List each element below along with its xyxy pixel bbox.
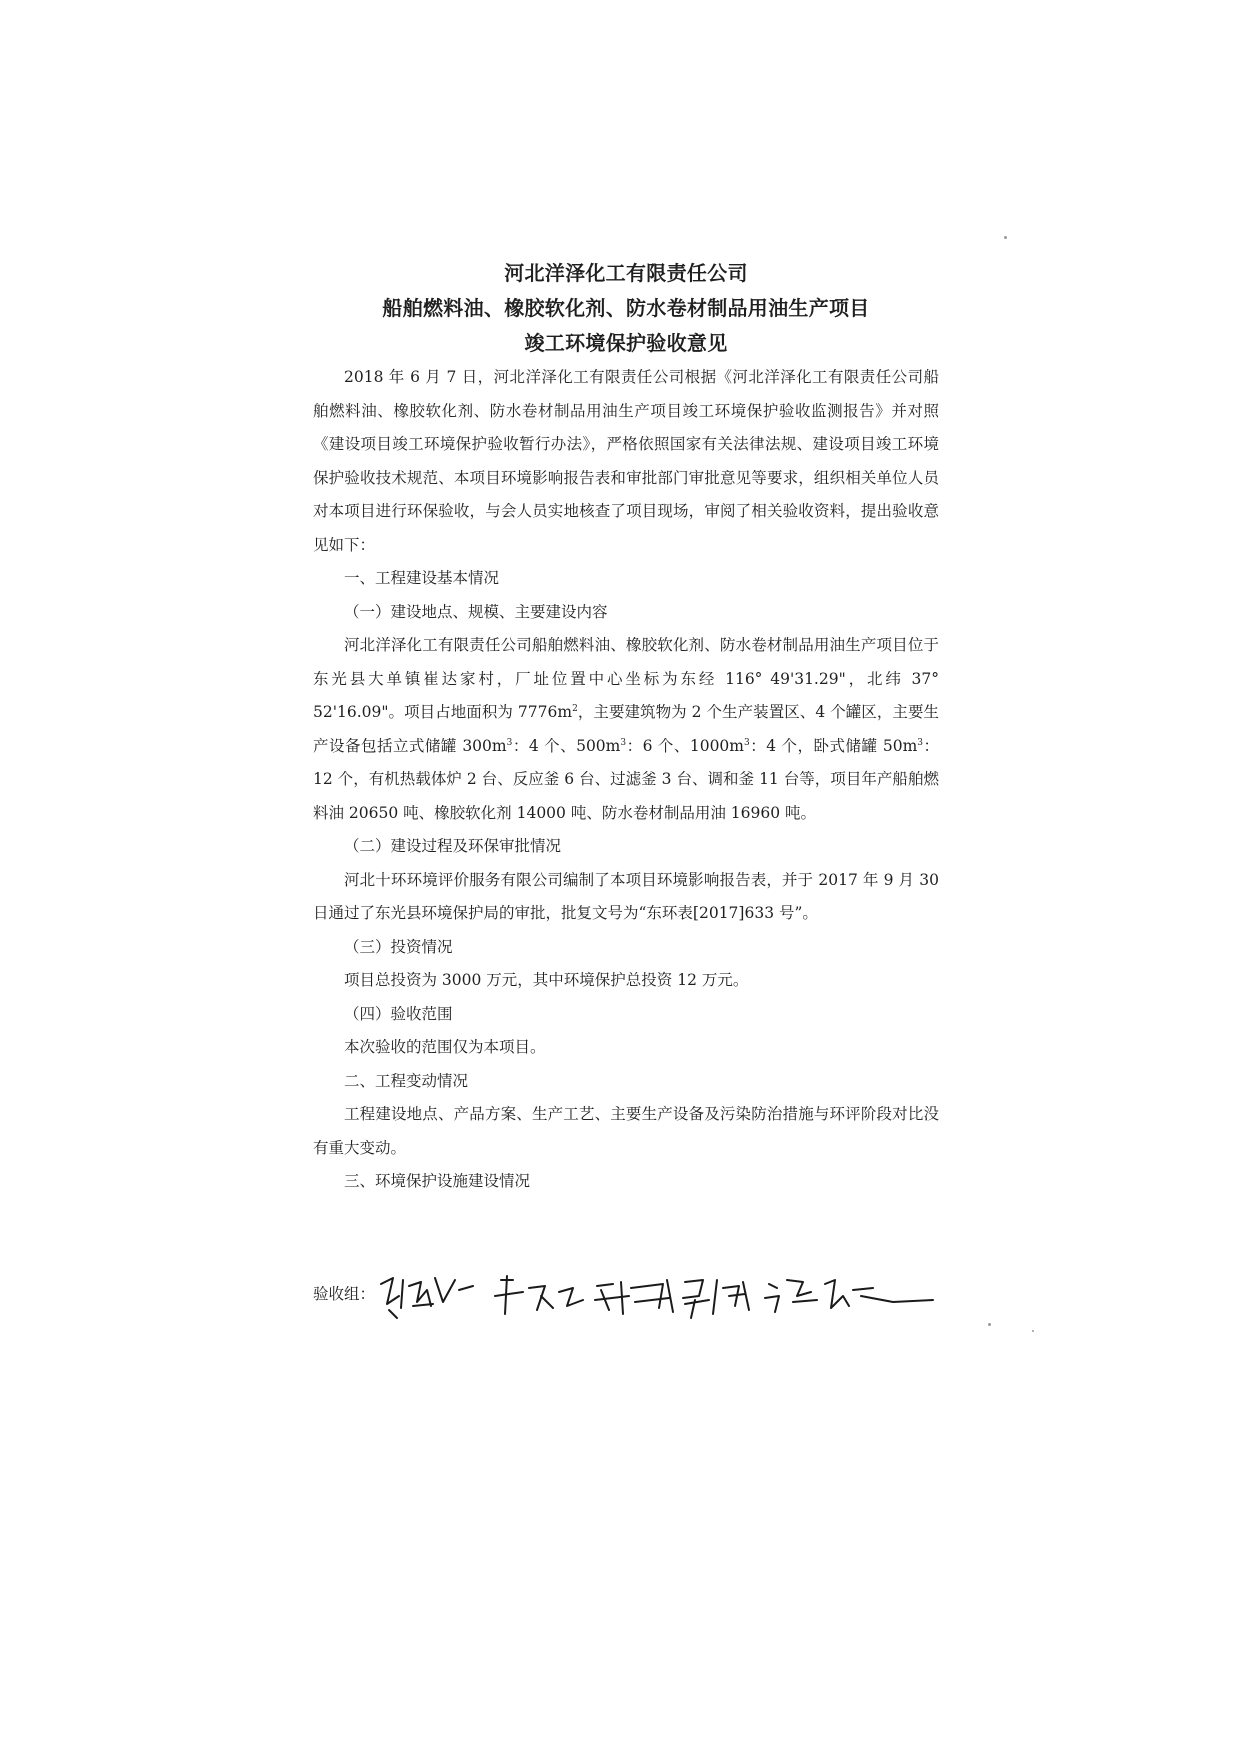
scan-speck [1004, 236, 1007, 239]
signature-label: 验收组： [313, 1285, 376, 1303]
section1-sub4-paragraph: 本次验收的范围仅为本项目。 [344, 1038, 546, 1056]
company-title: 河北洋泽化工有限责任公司 [504, 261, 748, 285]
section1-sub3-heading: （三）投资情况 [344, 937, 453, 956]
section1-sub1-paragraph [313, 629, 939, 830]
section3-heading: 三、环境保护设施建设情况 [344, 1172, 531, 1190]
section1-sub3-paragraph: 项目总投资为 3000 万元，其中环境保护总投资 12 万元。 [344, 971, 749, 989]
superscript-3: 3 [620, 737, 627, 748]
handwritten-signatures [373, 1266, 953, 1326]
sub1-text-f: ：12 个，有机热载体炉 2 台、反应釜 6 台、过滤釜 3 台、调和釜 11 台等，项目年产船舶燃料油 20650 吨、橡胶软化剂 14000 吨、防水卷材制品用油 16960 吨。 [313, 736, 939, 822]
superscript-3: 3 [744, 737, 750, 748]
section1-sub4-heading: （四）验收范围 [344, 1004, 453, 1023]
superscript-2: 2 [572, 703, 578, 714]
sub1-text-c: ：4 个、500m [512, 736, 621, 755]
signature-mark [495, 1276, 583, 1314]
superscript-3: 3 [917, 737, 923, 748]
sub1-text-b: ，主要建筑物为 2 个生产装置区、4 个罐区，主要生产设备包括立式储罐 300m [313, 703, 939, 755]
signature-mark [389, 1304, 433, 1318]
section1-sub1-heading: （一）建设地点、规模、主要建设内容 [344, 602, 608, 621]
intro-paragraph: 2018 年 6 月 7 日，河北洋泽化工有限责任公司根据《河北洋泽化工有限责任公司船舶燃料油、橡胶软化剂、防水卷材制品用油生产项目竣工环境保护验收监测报告》并对照《建设项目竣工环境保护验收暂行办法》，严格依照国家有关法律法规、建设项目竣工环境保护验收技术规范、本项目环境影响报告表和审批部门审批意见等要求，组织相关单位人员对本项目进行环保验收，与会人员实地核查了项目现场，审阅了相关验收资料，提出验收意见如下： [313, 368, 939, 554]
signature-mark [683, 1280, 749, 1318]
signature-mark [381, 1278, 473, 1308]
sub1-text-d: ：6 个、1000m [626, 736, 744, 755]
section1-sub2-heading: （二）建设过程及环保审批情况 [344, 837, 562, 855]
section2-paragraph: 工程建设地点、产品方案、生产工艺、主要生产设备及污染防治措施与环评阶段对比没有重大变动。 [313, 1105, 939, 1157]
scan-speck [988, 1323, 991, 1326]
sub1-text-e: ：4 个，卧式储罐 50m [749, 736, 918, 755]
superscript-3: 3 [506, 737, 513, 748]
document-title: 竣工环境保护验收意见 [524, 331, 728, 355]
signature-mark [765, 1280, 933, 1312]
section1-sub2-paragraph: 河北十环环境评价服务有限公司编制了本项目环境影响报告表，并于 2017 年 9 月 30 日通过了东光县环境保护局的审批，批复文号为“东环表[2017]633 号”。 [313, 870, 939, 922]
signature-mark [595, 1280, 673, 1314]
signature-row [313, 1266, 963, 1326]
section2-heading: 二、工程变动情况 [344, 1071, 469, 1090]
project-title: 船舶燃料油、橡胶软化剂、防水卷材制品用油生产项目 [382, 296, 870, 320]
document-body [313, 256, 939, 1199]
scan-speck [1032, 1330, 1034, 1332]
sub1-text-a: 河北洋泽化工有限责任公司船舶燃料油、橡胶软化剂、防水卷材制品用油生产项目位于东光县大单镇崔达家村，厂址位置中心坐标为东经 116° 49'31.29"，北纬 37° 52'16.09"。项目占地面积为 7776m [313, 636, 939, 721]
section1-heading: 一、工程建设基本情况 [344, 569, 500, 587]
